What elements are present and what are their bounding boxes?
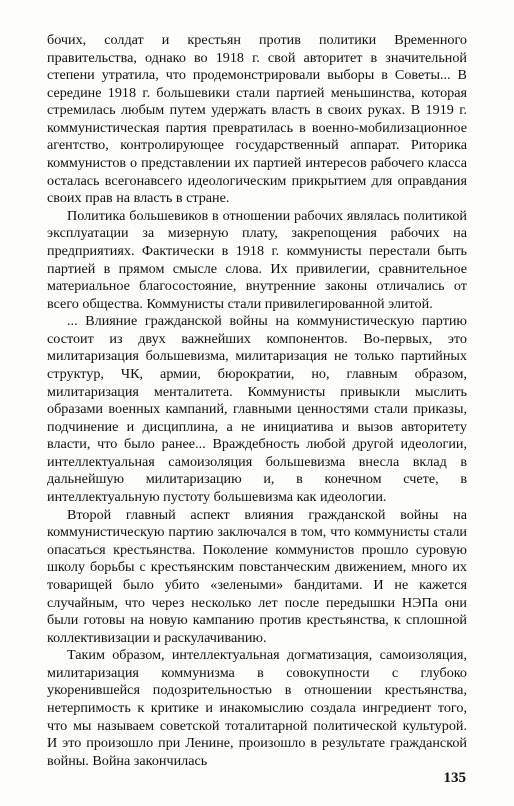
page-number: 135 — [443, 770, 466, 786]
page-text — [47, 32, 467, 770]
paragraph-5: Таким образом, интеллектуальная догматизация, самоизоляция, милитаризация коммунизма в совокупности с глубоко укоренившейся подозрительностью в отношении крестьянства, нетерпимость к критике и инакомыслию создала ингредиент того, что мы называем советской тоталитарной политической культурой. И это произошло при Ленине, произошло в результате гражданской войны. Война закончилась — [47, 647, 467, 769]
paragraph-1: бочих, солдат и крестьян против политики Временного правительства, однако во 1918 г. свой авторитет в значительной степени утратила, что продемонстрировали выборы в Советы... В середине 1918 г. большевики стали партией меньшинства, которая стремилась любым путем удержать власть в своих руках. В 1919 г. коммунистическая партия превратилась в военно-мобилизационное агентство, контролирующее государственный аппарат. Риторика коммунистов о представлении их партией интересов рабочего класса осталась всегонавсего идеологическим прикрытием для оправдания своих прав на власть в стране. — [47, 32, 467, 207]
paragraph-4: Второй главный аспект влияния гражданской войны на коммунистическую партию заключался в том, что коммунисты стали опасаться крестьянства. Поколение коммунистов прошло суровую школу борьбы с крестьянским повстанческим движением, много их товарищей было убито «зелеными» бандитами. И не кажется случайным, что через несколько лет после передышки НЭПа они были готовы на новую кампанию против крестьянства, к сплошной коллективизации и раскулачиванию. — [47, 506, 467, 646]
paragraph-2: Политика большевиков в отношении рабочих являлась политикой эксплуатации за мизерную плату, закрепощения рабочих на предприятиях. Фактически в 1918 г. коммунисты перестали быть партией в прямом смысле слова. Их привилегии, сравнительное материальное благосостояние, внутренние законы отличались от всего общества. Коммунисты стали привилегированной элитой. — [47, 207, 467, 312]
paragraph-3: ... Влияние гражданской войны на коммунистическую партию состоит из двух важнейших компонентов. Во-первых, это милитаризация большевизма, милитаризация не только партийных структур, ЧК, армии, бюрократии, но, главным образом, милитаризация менталитета. Коммунисты привыкли мыслить образами военных кампаний, главными ценностями стали приказы, подчинение и дисциплина, а не инициатива и вызов авторитету власти, что было ранее... Враждебность любой другой идеологии, интеллектуальная самоизоляция большевизма внесла вклад в дальнейшую милитаризацию и, в конечном счете, в интеллектуальную пустоту большевизма как идеологии. — [47, 313, 467, 506]
